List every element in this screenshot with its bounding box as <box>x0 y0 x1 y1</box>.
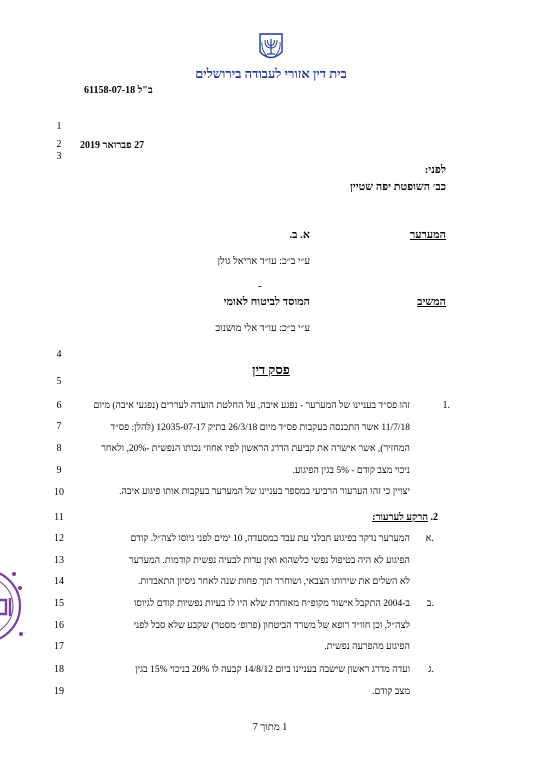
item-c <box>90 660 410 703</box>
line-number: 6 <box>56 400 62 411</box>
section-number: 2. <box>430 512 438 523</box>
paragraph-line: יצויין כי זהו הערעור הרביעי במספר בעניינו של המערער בעקבות אותו פיגוע איבה. <box>119 487 410 497</box>
state-emblem-icon <box>257 32 285 64</box>
paragraph-line: זהו פס״ד בעניינו של המערער - נפגע איבה, על החלטת הועדה לעררים (נפגעי איבה) מיום <box>93 401 410 411</box>
paragraph-line: 11/7/18 אשר התכנסה בעקבות פס״ד מיום 26/3/18 בתיק 12035-07-17 (להלן: פס״ד <box>110 422 410 433</box>
item-a <box>90 529 410 594</box>
line-number: 11 <box>54 512 64 523</box>
paragraph-number: 1. <box>442 400 450 411</box>
paragraph-line: הפיגוע מהפרעה נפשית. <box>324 642 410 652</box>
paragraph-line: המערער נדקר בפיגוע חבלני עת עבד במסעדה, 10 ימים לפני גיוסו לצה״ל. קודם <box>130 534 410 544</box>
paragraph-line: ניכוי מצב קודם - 5% בגין הפיגוע. <box>292 465 410 476</box>
line-number: 16 <box>54 620 64 631</box>
respondent-lawyer: ע״י ב״כ: עו״ד אלי מושנוב <box>215 323 310 334</box>
line-number: 19 <box>54 686 64 697</box>
respondent-name: המוסד לביטוח לאומי <box>223 296 310 308</box>
item-letter: ג. <box>428 664 434 675</box>
paragraph-line: לא השלים את שירותו הצבאי, ושוחרר תוך פחות שנה לאחר ניסיון התאבדות. <box>138 577 410 587</box>
paragraph-line: ב-2004 התקבל אישור מקופ״ח מאוחדת שלא היו לו בעיות נפשיות קודם לגיוסו <box>133 599 410 609</box>
paragraph-line: ועדה מדרג ראשון שישבה בעניינו ביום 14/8/12 קבעה לו 20% בניכוי 15% בגין <box>135 665 410 675</box>
judge-name: כב׳ השופטת יפה שטיין <box>350 181 446 193</box>
paragraph-1 <box>90 396 410 504</box>
paragraph-line: המחזיר), אשר אישרה את קביעת הדרג הראשון לפיו אחוזי נכותו הנפשית -20%, ולאחר <box>101 444 410 454</box>
court-name: בית דין אזורי לעבודה בירושלים <box>195 66 347 81</box>
section-title: הרקע לערעור: <box>372 512 428 523</box>
line-number: 18 <box>54 664 64 675</box>
before-label: לפני: <box>424 164 446 176</box>
ruling-date: 27 פברואר 2019 <box>80 140 145 151</box>
section-heading <box>372 512 438 523</box>
ruling-title: פסק דין <box>252 362 290 377</box>
court-stamp-icon <box>0 556 24 656</box>
appellant-label: המערער <box>409 229 446 241</box>
line-number: 15 <box>54 598 64 609</box>
line-number: 17 <box>54 641 64 652</box>
paragraph-line: לצה״ל, וכן חוו״ד רופא של משרד הביטחון (פרופ׳ מסטר) שקבע שלא סבל לפני <box>133 620 410 631</box>
line-number: 2 <box>56 139 62 150</box>
line-number: 13 <box>54 555 64 566</box>
party-separator: - <box>258 280 262 292</box>
item-letter: א. <box>425 533 434 544</box>
paragraph-line: הפיגוע לא היה בטיפול נפשי כלשהוא ואין עדות לבעיה נפשית קודמות. המערער <box>128 555 410 566</box>
line-number: 12 <box>54 533 64 544</box>
line-number: 7 <box>56 421 62 432</box>
appellant-lawyer: ע״י ב״כ: עו״ד אריאל גולן <box>217 256 310 267</box>
page-footer: 1 מתוך 7 <box>252 722 288 733</box>
line-number: 14 <box>54 576 64 587</box>
line-number: 5 <box>56 376 62 387</box>
line-number: 8 <box>56 443 62 454</box>
line-number: 9 <box>56 465 62 476</box>
paragraph-line: מצב קודם. <box>372 686 410 697</box>
item-letter: ב. <box>426 598 434 609</box>
line-number: 4 <box>56 349 62 360</box>
item-b <box>90 594 410 659</box>
appellant-name: א. ב. <box>289 229 310 241</box>
case-number: ב"ל 61158-07-18 <box>84 85 153 96</box>
respondent-label: המשיב <box>417 296 446 308</box>
line-number: 1 <box>56 121 62 132</box>
line-number: 10 <box>54 487 64 498</box>
line-number: 3 <box>56 151 62 162</box>
